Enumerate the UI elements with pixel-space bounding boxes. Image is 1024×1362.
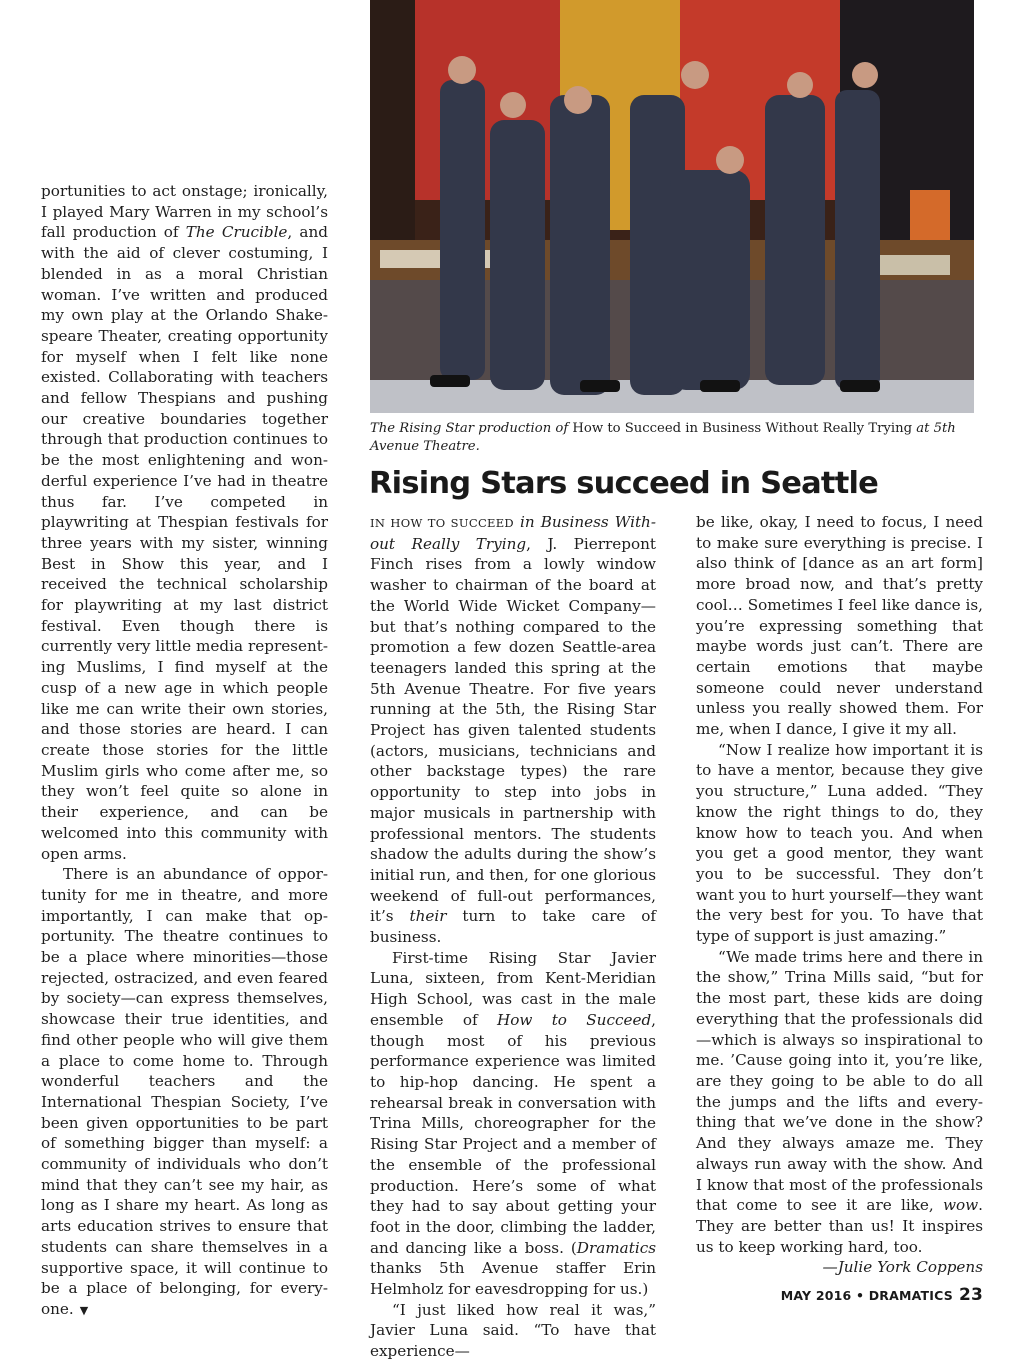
- caption-text: The Rising Star production of: [370, 421, 573, 436]
- article-column-1: [370, 512, 656, 1362]
- left-paragraph-1: [41, 181, 328, 864]
- article-paragraph-3: [370, 1300, 656, 1362]
- text-run: turn to take care of business.: [370, 907, 656, 947]
- article-paragraph-5: [696, 740, 983, 947]
- show-title: in Business Without Really Trying: [370, 513, 656, 553]
- page-number: 23: [958, 1285, 983, 1305]
- article-paragraph-6: [696, 947, 983, 1258]
- left-paragraph-2: [41, 864, 328, 1321]
- page-footer: [781, 1285, 983, 1305]
- author-byline: —Julie York Coppens: [822, 1258, 983, 1277]
- article-paragraph-1: [370, 512, 656, 948]
- text-run: . They are better than us! It inspires us to keep working hard, too.: [696, 1196, 983, 1256]
- text-run: There is an abundance of opportunity for me in theatre, and more importantly, I can make that opportunity. The theatre continues to be a place where minorities—those rejected, ostracized, and even feared by society—can express themselves, showcase their true identities, and find other people who will give them a place to come home to. Through wonderful teachers and the International Thespian Society, I’ve been given opportunities to be part of something bigger than myself: a community of individuals who don’t mind that they can’t see my hair, as long as I share my heart. As long as arts education strives to ensure that students can share themselves in a supportive space, it will continue to be a place of belonging, for everyone.: [41, 865, 328, 1318]
- lead-in-caps: IN HOW TO SUCCEED: [370, 516, 514, 530]
- text-run: First-time Rising Star Javier Luna, sixteen, from Kent-Meridian High School, was cast in the male ensemble of: [370, 948, 656, 1029]
- stage-photo-illustration: [370, 0, 974, 413]
- photo-caption: [370, 420, 974, 455]
- emphasis: their: [409, 907, 447, 926]
- caption-text: at 5th Avenue Theatre.: [370, 421, 956, 454]
- end-of-story-icon: ▼: [79, 1303, 89, 1317]
- article-paragraph-2: [370, 948, 656, 1300]
- text-run: , though most of his previous performance experience was limited to hip-hop dancing. He spent a rehearsal break in conversation with Trina Mills, choreographer for the Rising Star Project and a member of the ensemble of the professional production. Here’s some of what they had to say about getting your foot in the door, climbing the ladder, and dancing like a boss. (: [370, 1010, 656, 1257]
- left-column: [41, 181, 328, 1322]
- text-run: portunities to act onstage; ironically, I played Mary Warren in my school’s fall production of: [41, 182, 328, 242]
- issue-label: MAY 2016 • DRAMATICS: [780, 1288, 953, 1303]
- article-column-2: [696, 512, 983, 1278]
- text-run: be like, okay, I need to focus, I need to make sure everything is precise. I also think of [dance as an art form] more broad now, and that’s pretty cool… Sometimes I feel like dance is, you’re expressing something that maybe words just can’t. There are certain emotions that maybe someone could never understand unless you really showed them. For me, when I dance, I give it my all.: [696, 513, 983, 739]
- text-run: “We made trims here and there in the show,” Trina Mills said, “but for the most part, these kids are doing everything that the professionals did—which is always so inspirational to me. ’Cause going into it, you’re like, are they going to be able to do all the jumps and the lifts and everything that we’ve done in the show? And they always amaze me. They always run away with the show. And I know that most of the professionals that come to see it are like,: [696, 947, 983, 1215]
- article-paragraph-4: [696, 512, 983, 740]
- text-run: thanks 5th Avenue staffer Erin Helmholz for eavesdropping for us.): [370, 1259, 656, 1299]
- show-title: How to Succeed: [496, 1010, 652, 1029]
- text-run: “I just liked how real it was,” Javier Luna said. “To have that experience—: [370, 1300, 656, 1361]
- text-run: , J. Pierrepont Finch rises from a lowly window washer to chairman of the board at the World Wide Wicket Company—but that’s nothing compared to the promotion a few dozen Seattle-area teenagers landed this spring at the 5th Avenue Theatre. For five years running at the 5th, the Rising Star Project has given talented students (actors, musicians, technicians and other backstage types) the rare opportunity to step into jobs in major musicals in partnership with professional mentors. The students shadow the adults during the show’s initial run, and then, for one glorious weekend of full-out performances, it’s: [370, 534, 656, 926]
- magazine-name: Dramatics: [576, 1238, 656, 1257]
- text-run: “Now I realize how important it is to have a mentor, because they give you structure,” Luna added. “They know the right things to do, they know how to teach you. And when you get a good mentor, they want you to be successful. They don’t want you to hurt yourself—they want the very best for you. To have that type of support is just amazing.”: [696, 740, 983, 946]
- emphasis: wow: [943, 1196, 979, 1215]
- article-headline: Rising Stars succeed in Seattle: [369, 466, 879, 501]
- play-title: The Crucible: [185, 223, 288, 242]
- text-run: , and with the aid of clever costuming, I blended in as a moral Christian woman. I’ve written and produced my own play at the Orlando Shakespeare Theater, creating opportunity for myself when I felt like none existed. Collaborating with teachers and fellow Thespians and pushing our creative boundaries together through that production continues to be the most enlightening and wonderful experience I’ve had in theatre thus far. I’ve competed in playwriting at Thespian festivals for three years with my sister, winning Best in Show this year, and I received the technical scholarship for playwriting at my last district festival. Even though there is currently very little media representing Muslims, I find myself at the cusp of a new age in which people like me can write their own stories, and those stories are heard. I can create those stories for the little Muslim girls who come after me, so they won’t feel quite so alone in their experience, and can be welcomed into this community with open arms.: [41, 223, 328, 863]
- caption-show-title: How to Succeed in Business Without Really Trying: [572, 421, 913, 436]
- stage-photo: [370, 0, 974, 413]
